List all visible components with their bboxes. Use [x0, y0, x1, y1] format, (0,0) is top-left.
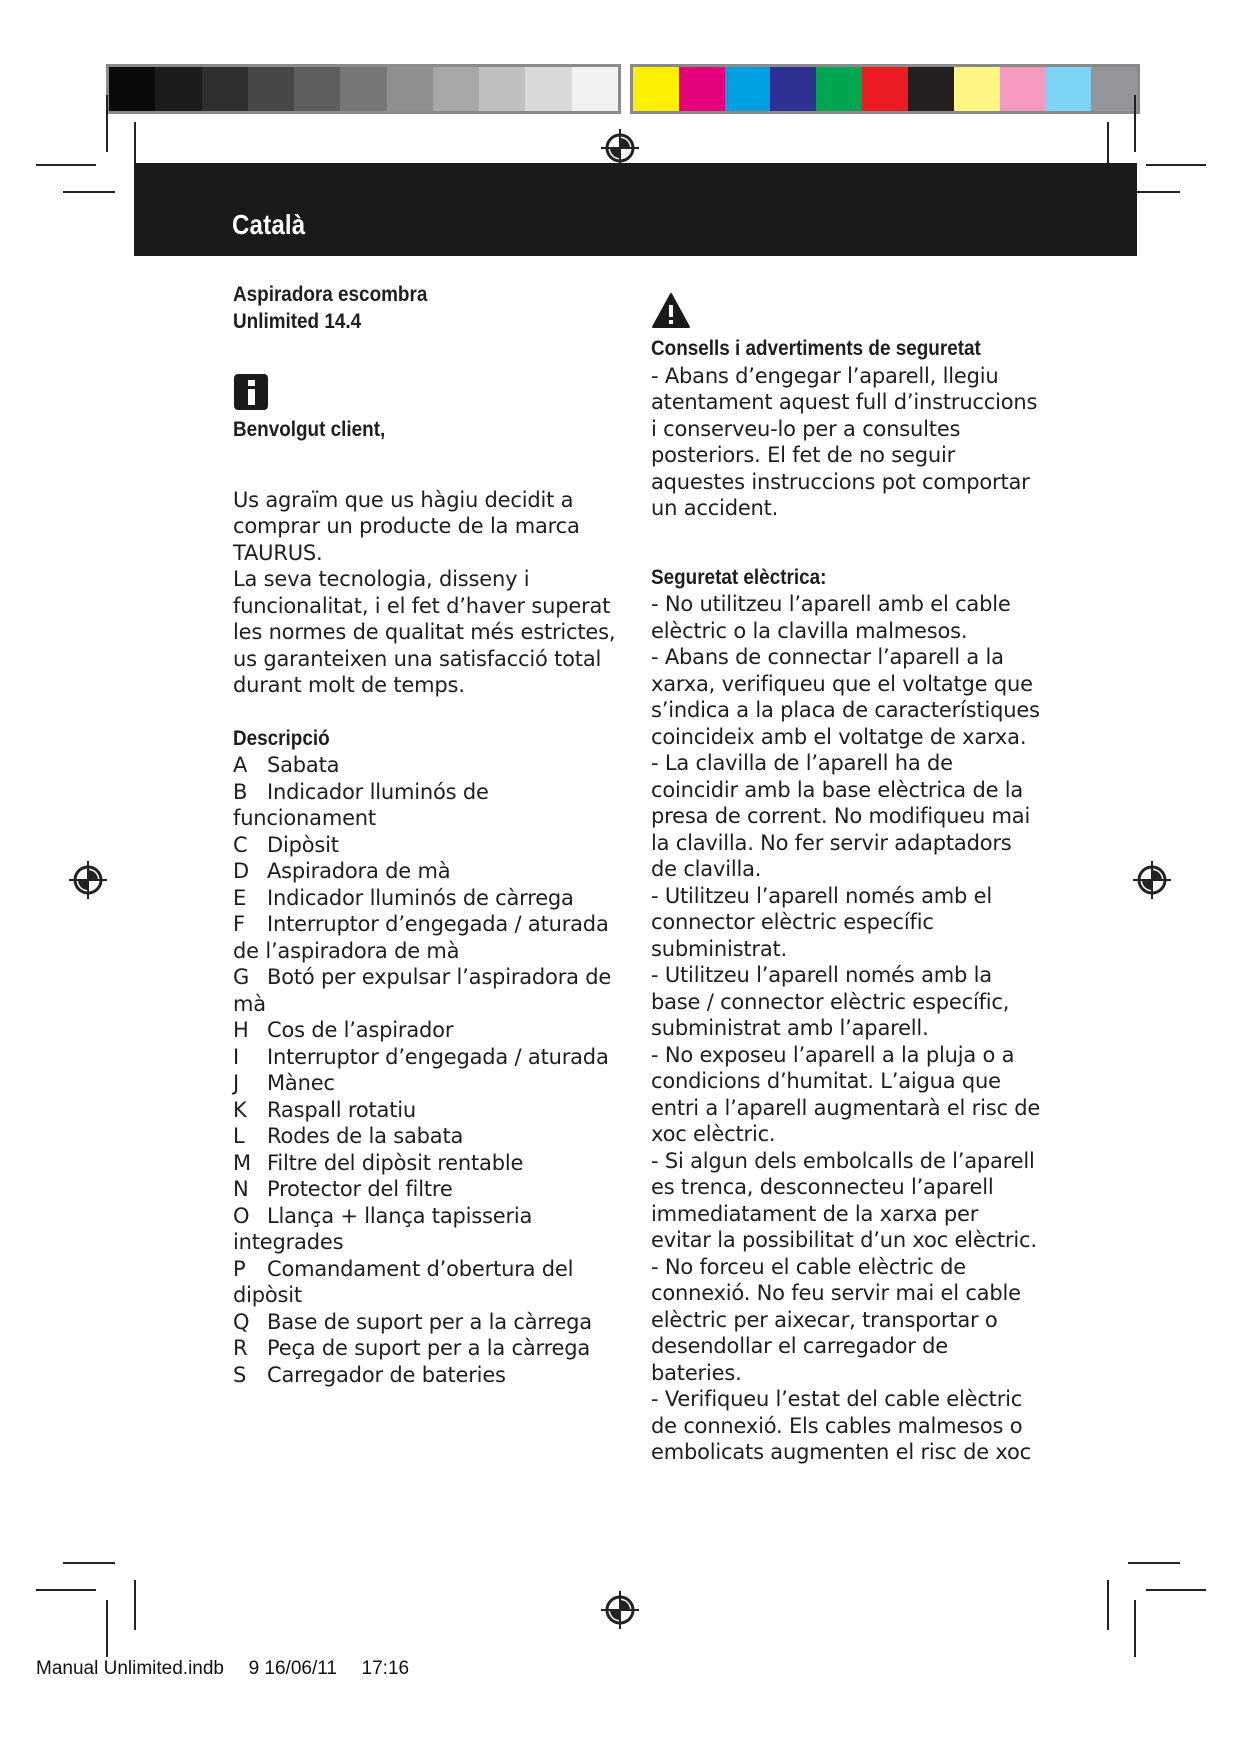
description-item-letter: H — [233, 1018, 249, 1042]
description-item-letter: M — [233, 1150, 251, 1175]
description-item — [233, 1309, 623, 1336]
description-item-letter: O — [233, 1203, 250, 1228]
color-swatch — [908, 67, 954, 111]
product-name-line1: Aspiradora escombra — [233, 283, 428, 306]
description-item-text: Botó per expulsar l’aspiradora de mà — [233, 965, 612, 1016]
description-item-text: Aspiradora de mà — [267, 859, 451, 883]
description-item — [233, 1044, 623, 1071]
description-item-text: Raspall rotatiu — [267, 1097, 416, 1122]
gray-swatch — [294, 67, 340, 111]
description-item-text: Peça de suport per a la càrrega — [267, 1336, 591, 1360]
registration-mark-right — [1132, 860, 1172, 900]
description-item — [233, 911, 623, 964]
description-item — [233, 752, 623, 779]
electrical-safety-item: - La clavilla de l’aparell ha de coincidir amb la base elèctrica de la presa de corrent. No modifiqueu mai la clavilla. No fer servir adaptadors de clavilla. — [651, 751, 1031, 881]
description-item-text: Indicador lluminós de càrrega — [267, 885, 574, 910]
slug-page: 9 — [248, 1658, 260, 1679]
description-item-letter: R — [233, 1336, 248, 1360]
gray-swatch — [572, 67, 618, 111]
color-swatch — [679, 67, 725, 111]
registration-mark-left — [68, 860, 108, 900]
greeting-heading: Benvolgut client, — [233, 418, 386, 441]
right-column — [651, 282, 1041, 1466]
gray-swatch — [248, 67, 294, 111]
print-slug — [36, 1658, 409, 1680]
gray-swatch — [202, 67, 248, 111]
description-heading: Descripció — [233, 726, 330, 750]
greeting-paragraph-1: Us agraïm que us hàgiu decidit a comprar un producte de la marca TAURUS. — [233, 487, 580, 565]
electrical-safety-heading: Seguretat elèctrica: — [651, 565, 827, 589]
description-item-letter: B — [233, 779, 248, 804]
gray-swatch — [479, 67, 525, 111]
gray-swatch — [387, 67, 433, 111]
description-item — [233, 1150, 623, 1177]
gray-swatch — [525, 67, 571, 111]
description-list — [233, 752, 623, 1388]
description-item-letter: J — [233, 1071, 239, 1095]
description-item — [233, 1070, 623, 1097]
description-item-text: Carregador de bateries — [267, 1362, 506, 1387]
electrical-safety-item: - Verifiqueu l’estat del cable elèctric de connexió. Els cables malmesos o embolicats augmenten el risc de xoc — [651, 1387, 1031, 1464]
language-header-band — [134, 163, 1137, 256]
color-swatch — [1045, 67, 1091, 111]
description-item — [233, 1097, 623, 1124]
color-swatch — [770, 67, 816, 111]
description-item-text: Interruptor d’engegada / aturada — [267, 1044, 609, 1069]
electrical-safety-item: - Utilitzeu l’aparell només amb el connector elèctric específic subministrat. — [651, 883, 992, 961]
description-item-letter: E — [233, 885, 247, 910]
electrical-safety-list — [651, 591, 1041, 1466]
color-swatch — [862, 67, 908, 111]
gray-swatch — [155, 67, 201, 111]
color-calibration-bar — [630, 64, 1140, 114]
safety-intro: - Abans d’engegar l’aparell, llegiu atentament aquest full d’instruccions i conserveu-lo per a consultes posteriors. El fet de no seguir aquestes instruccions pot comportar un accident. — [651, 363, 1038, 520]
gray-swatch — [340, 67, 386, 111]
electrical-safety-item: - No utilitzeu l’aparell amb el cable elèctric o la clavilla malmesos. — [651, 592, 1011, 643]
description-item-letter: F — [233, 912, 245, 936]
electrical-safety-item: - No forceu el cable elèctric de connexió. No feu servir mai el cable elèctric per aixecar, transportar o desendollar el carregador de bateries. — [651, 1254, 1021, 1385]
description-item-letter: A — [233, 753, 248, 777]
description-item-text: Llança + llança tapisseria integrades — [233, 1203, 533, 1254]
warning-icon — [651, 292, 691, 330]
description-item-text: Cos de l’aspirador — [267, 1018, 454, 1042]
description-item-text: Dipòsit — [267, 832, 339, 857]
color-swatch — [954, 67, 1000, 111]
electrical-safety-item: - Utilitzeu l’aparell només amb la base / connector elèctric específic, subministrat amb l’aparell. — [651, 963, 1010, 1040]
description-item — [233, 1256, 623, 1309]
gray-swatch — [109, 67, 155, 111]
slug-date: 16/06/11 — [264, 1658, 337, 1679]
description-item — [233, 1176, 623, 1203]
registration-mark-bottom — [600, 1590, 640, 1630]
description-item — [233, 1017, 623, 1044]
description-item-letter: L — [233, 1124, 245, 1148]
description-item-letter: Q — [233, 1309, 250, 1334]
description-item-letter: K — [233, 1097, 247, 1122]
description-item-text: Indicador lluminós de funcionament — [233, 779, 489, 830]
description-item — [233, 964, 623, 1017]
electrical-safety-item: - Abans de connectar l’aparell a la xarxa, verifiqueu que el voltatge que s’indica a la placa de característiques coincideix amb el voltatge de xarxa. — [651, 645, 1040, 749]
left-column — [233, 282, 623, 1388]
language-title: Català — [232, 209, 306, 240]
color-swatch — [1000, 67, 1046, 111]
description-item — [233, 858, 623, 885]
gray-swatch — [433, 67, 479, 111]
info-icon — [233, 373, 269, 411]
description-item — [233, 1362, 623, 1389]
description-item-text: Mànec — [267, 1071, 335, 1095]
description-item-text: Rodes de la sabata — [267, 1124, 464, 1148]
description-item-letter: I — [233, 1044, 239, 1069]
electrical-safety-item: - No exposeu l’aparell a la pluja o a condicions d’humitat. L’aigua que entri a l’aparell augmentarà el risc de xoc elèctric. — [651, 1042, 1041, 1146]
description-item-text: Filtre del dipòsit rentable — [267, 1150, 524, 1175]
description-item — [233, 832, 623, 859]
description-item — [233, 779, 623, 832]
safety-heading: Consells i advertiments de seguretat — [651, 337, 981, 360]
description-item-text: Comandament d’obertura del dipòsit — [233, 1256, 574, 1307]
product-name-line2: Unlimited 14.4 — [233, 309, 362, 333]
description-item-letter: S — [233, 1362, 247, 1387]
description-item-letter: D — [233, 859, 249, 883]
greeting-paragraph-2: La seva tecnologia, disseny i funcionalitat, i el fet d’haver superat les normes de qualitat més estrictes, us garanteixen una satisfacció total durant molt de temps. — [233, 567, 616, 697]
electrical-safety-item: - Si algun dels embolcalls de l’aparell es trenca, desconnecteu l’aparell immediatament de la xarxa per evitar la possibilitat d’un xoc elèctric. — [651, 1148, 1037, 1252]
description-item — [233, 885, 623, 912]
description-item-letter: G — [233, 965, 250, 989]
description-item-text: Base de suport per a la càrrega — [267, 1309, 592, 1334]
slug-time: 17:16 — [361, 1658, 410, 1679]
description-item-letter: C — [233, 832, 248, 857]
description-item — [233, 1335, 623, 1362]
registration-mark-top — [600, 128, 640, 168]
description-item-text: Protector del filtre — [267, 1177, 453, 1201]
description-item-letter: P — [233, 1256, 246, 1281]
color-swatch — [1091, 67, 1137, 111]
color-swatch — [725, 67, 771, 111]
description-item-letter: N — [233, 1177, 249, 1201]
grayscale-calibration-bar — [106, 64, 621, 114]
slug-filename: Manual Unlimited.indb — [36, 1658, 224, 1679]
description-item-text: Sabata — [267, 753, 340, 777]
description-item — [233, 1123, 623, 1150]
description-item — [233, 1203, 623, 1256]
description-item-text: Interruptor d’engegada / aturada de l’aspiradora de mà — [233, 912, 609, 963]
color-swatch — [816, 67, 862, 111]
color-swatch — [633, 67, 679, 111]
